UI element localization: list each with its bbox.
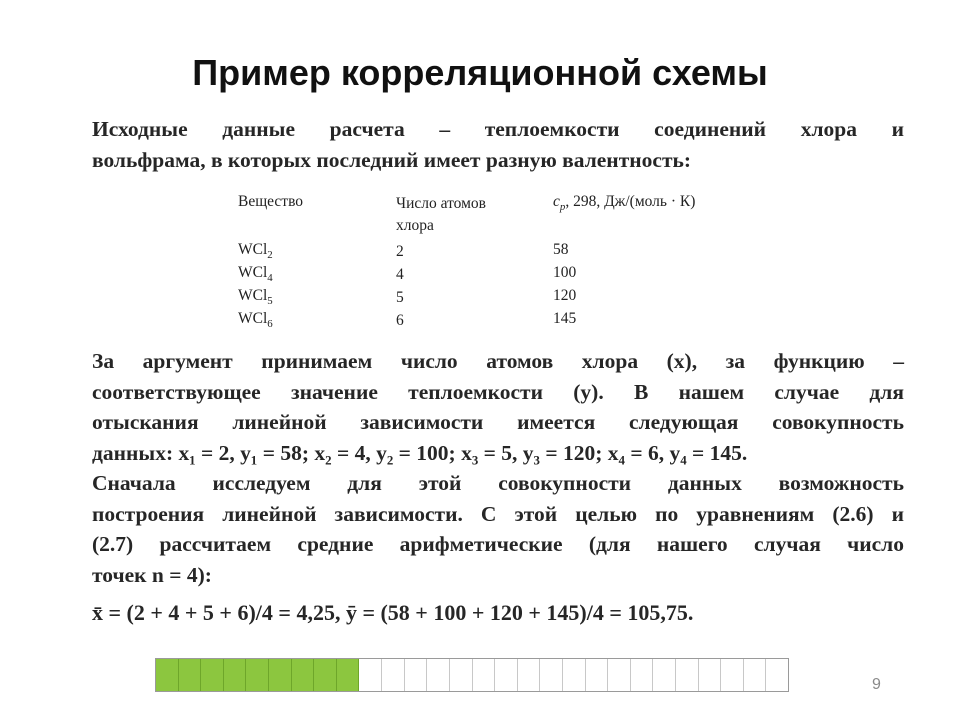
progress-segment-empty — [721, 659, 744, 691]
cell-cp: 120 — [553, 287, 577, 304]
header-heat-capacity — [553, 193, 695, 213]
progress-segment-filled — [224, 659, 247, 691]
progress-segment-empty — [359, 659, 382, 691]
cell-substance — [238, 310, 273, 330]
progress-segment-empty — [405, 659, 428, 691]
header-substance: Вещество — [238, 193, 304, 210]
progress-segment-empty — [540, 659, 563, 691]
header-atoms-line2: хлора — [396, 217, 434, 234]
progress-segment-empty — [766, 659, 788, 691]
intro-line-2: вольфрама, в которых последний имеет разную валентность: — [92, 147, 692, 172]
formula-base: WCl — [238, 310, 268, 327]
method-line-1: Сначала исследуем для этой совокупности данных возможность — [92, 471, 904, 495]
progress-segment-filled — [201, 659, 224, 691]
progress-segment-filled — [179, 659, 202, 691]
progress-segment-empty — [563, 659, 586, 691]
argument-paragraph — [92, 346, 904, 468]
cell-cp: 145 — [553, 310, 577, 327]
formula-base: WCl — [238, 241, 268, 258]
argument-line-3: отыскания линейной зависимости имеется следующая совокупность — [92, 410, 904, 434]
progress-segment-empty — [495, 659, 518, 691]
slide-progress-bar — [155, 658, 789, 692]
progress-segment-empty — [631, 659, 654, 691]
progress-segment-empty — [586, 659, 609, 691]
formula-subscript: 6 — [267, 318, 273, 331]
progress-segment-empty — [382, 659, 405, 691]
header-cp-sub: p — [559, 201, 566, 214]
cell-atoms: 5 — [396, 289, 404, 306]
intro-line-1: Исходные данные расчета – теплоемкости соединений хлора и — [92, 117, 904, 141]
header-chlorine-atoms — [396, 193, 486, 237]
cell-substance — [238, 241, 273, 261]
intro-paragraph — [92, 114, 904, 175]
progress-segment-filled — [337, 659, 360, 691]
slide-title: Пример корреляционной схемы — [192, 52, 768, 93]
cell-atoms: 4 — [396, 266, 404, 283]
method-line-4: точек n = 4): — [92, 562, 212, 587]
progress-segment-filled — [246, 659, 269, 691]
formula-base: WCl — [238, 264, 268, 281]
progress-segment-filled — [156, 659, 179, 691]
argument-line-4: данных: x₁ = 2, y₁ = 58; x₂ = 4, y₂ = 100; x₃ = 5, y₃ = 120; x₄ = 6, y₄ = 145. — [92, 440, 748, 465]
progress-segment-filled — [292, 659, 315, 691]
progress-segment-empty — [608, 659, 631, 691]
progress-segment-empty — [518, 659, 541, 691]
mean-formula: x̄ = (2 + 4 + 5 + 6)/4 = 4,25, ȳ = (58 + 100 + 120 + 145)/4 = 105,75. — [92, 600, 694, 625]
cell-cp: 58 — [553, 241, 569, 258]
header-cp-symbol: c — [553, 193, 560, 210]
formula-subscript: 5 — [267, 295, 273, 308]
progress-segment-filled — [269, 659, 292, 691]
progress-segment-empty — [699, 659, 722, 691]
page-number: 9 — [872, 676, 881, 693]
method-line-3: (2.7) рассчитаем средние арифметические (для нашего случая число — [92, 532, 904, 556]
progress-segment-filled — [314, 659, 337, 691]
cell-cp: 100 — [553, 264, 577, 281]
progress-segment-empty — [744, 659, 767, 691]
cell-substance — [238, 287, 273, 307]
argument-line-1: За аргумент принимаем число атомов хлора (x), за функцию – — [92, 349, 904, 373]
method-line-2: построения линейной зависимости. С этой целью по уравнениям (2.6) и — [92, 501, 904, 526]
progress-segment-empty — [653, 659, 676, 691]
progress-segment-empty — [676, 659, 699, 691]
cell-substance — [238, 264, 273, 284]
cell-atoms: 2 — [396, 243, 404, 260]
formula-subscript: 2 — [267, 249, 273, 262]
formula-subscript: 4 — [267, 272, 273, 285]
argument-line-2: соответствующее значение теплоемкости (y). В нашем случае для — [92, 379, 904, 404]
progress-segment-empty — [473, 659, 496, 691]
header-atoms-line1: Число атомов — [396, 195, 486, 212]
progress-segment-empty — [427, 659, 450, 691]
progress-segment-empty — [450, 659, 473, 691]
cell-atoms: 6 — [396, 312, 404, 329]
method-paragraph — [92, 468, 904, 590]
formula-base: WCl — [238, 287, 268, 304]
header-cp-units: , 298, Дж/(моль · К) — [565, 193, 696, 210]
